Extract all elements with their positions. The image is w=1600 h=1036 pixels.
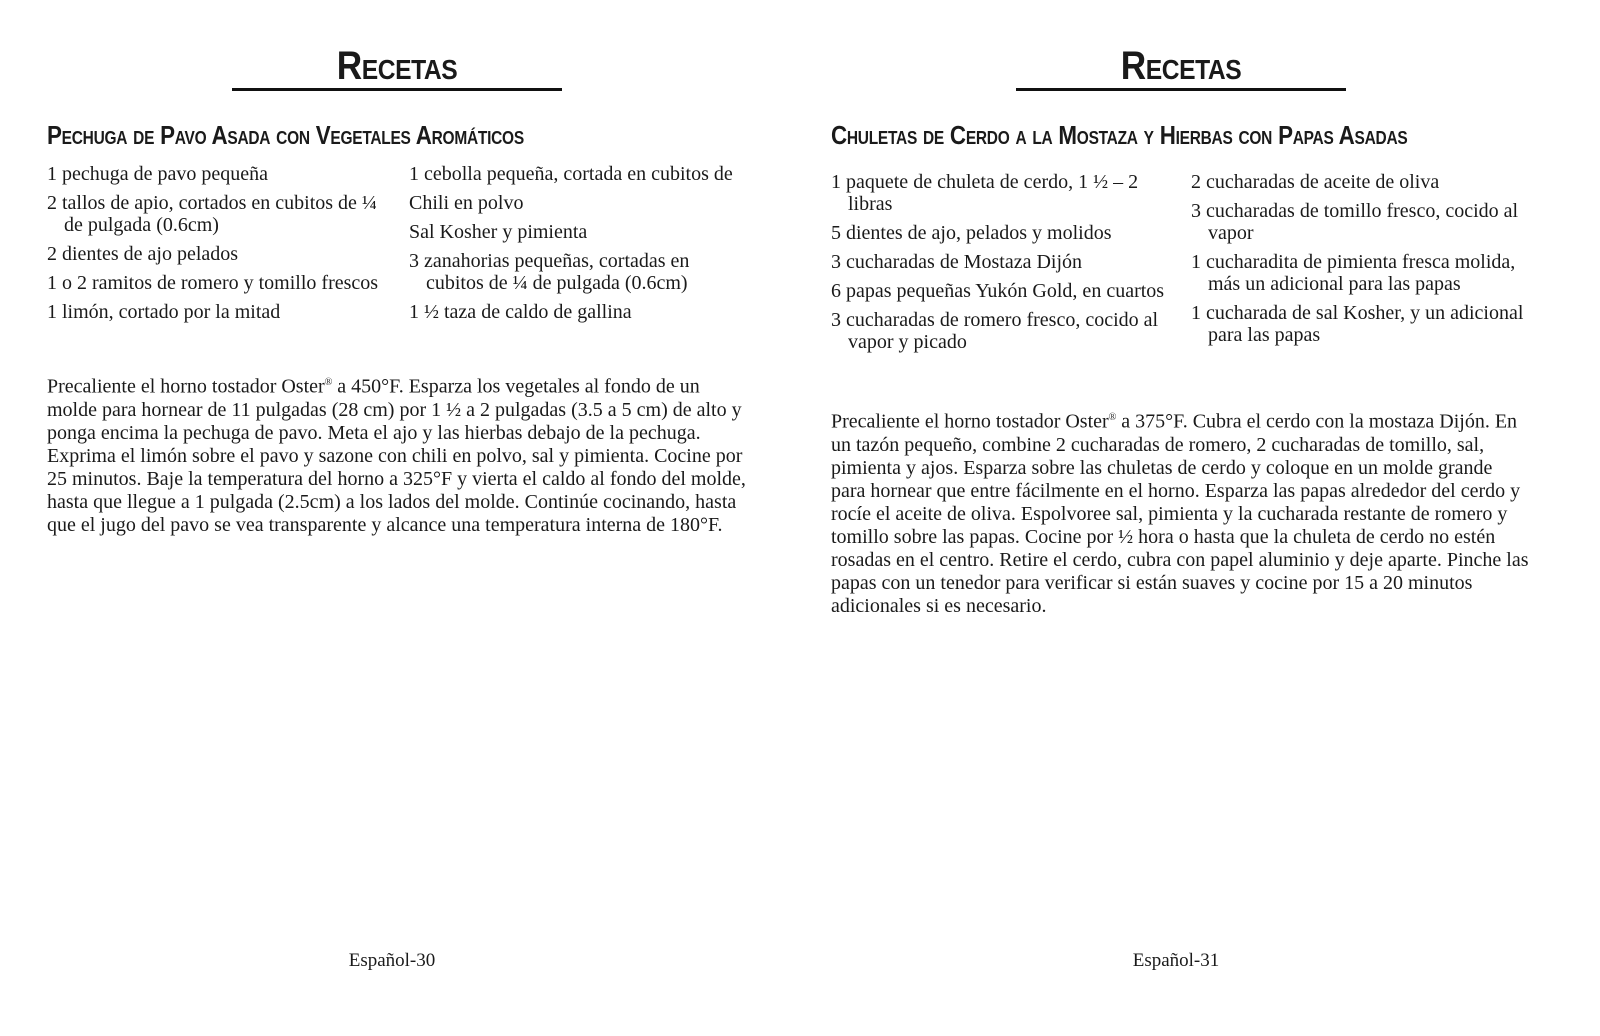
heading-underline (1016, 88, 1346, 91)
ingredients-column-2 (1191, 171, 1531, 353)
ingredient-item: 2 dientes de ajo pelados (47, 243, 239, 265)
ingredient-item: 5 dientes de ajo, pelados y molidos (831, 222, 1112, 244)
method-text-start: Precaliente el horno tostador Oster (831, 410, 1109, 433)
ingredient-item: 1 ½ taza de caldo de gallina (409, 301, 632, 323)
ingredient-item: 3 cucharadas de romero fresco, cocido al vapor y picado (831, 309, 1159, 353)
heading-underline (232, 88, 562, 91)
ingredients-column-1 (47, 163, 387, 330)
recipe-title: Chuletas de Cerdo a la Mostaza y Hierbas con Papas Asadas (831, 120, 1408, 150)
heading-text: Recetas (1120, 44, 1242, 88)
ingredient-item: 1 limón, cortado por la mitad (47, 301, 281, 323)
recipe-title: Pechuga de Pavo Asada con Vegetales Aromáticos (47, 120, 524, 150)
ingredient-item: 2 tallos de apio, cortados en cubitos de ¼ de pulgada (0.6cm) (47, 192, 377, 236)
method-text-start: Precaliente el horno tostador Oster (47, 375, 325, 398)
right-page (800, 0, 1600, 1036)
registered-mark: ® (1108, 412, 1117, 423)
ingredient-item: 1 cucharadita de pimienta fresca molida, más un adicional para las papas (1191, 251, 1516, 295)
ingredient-item: 6 papas pequeñas Yukón Gold, en cuartos (831, 280, 1165, 302)
ingredient-item: Sal Kosher y pimienta (409, 221, 588, 243)
method-text-rest: a 375°F. Cubra el cerdo con la mostaza Dijón. En un tazón pequeño, combine 2 cucharadas de romero, 2 cucharadas de tomillo, sal, pimienta y ajos. Esparza sobre las chuletas de cerdo y coloque en un molde grande para hornear que entre fácilmente en el horno. Esparza las papas alrededor del cerdo y rocíe el aceite de oliva. Espolvoree sal, pimienta y la cucharada restante de romero y tomillo sobre las papas. Cocine por ½ hora o hasta que la chuleta de cerdo no estén rosadas en el centro. Retire el cerdo, cubra con papel aluminio y deje aparte. Pinche las papas con un tenedor para verificar si están suaves y cocine por 15 a 20 minutos adicionales si es necesario. (831, 410, 1529, 617)
ingredient-item: Chili en polvo (409, 192, 524, 214)
ingredient-item: 1 paquete de chuleta de cerdo, 1 ½ – 2 libras (831, 171, 1139, 215)
page-number: Español-31 (1132, 950, 1220, 971)
registered-mark: ® (324, 377, 333, 388)
heading-text: Recetas (336, 44, 458, 88)
ingredient-item: 2 cucharadas de aceite de oliva (1191, 171, 1440, 193)
section-heading (1016, 44, 1346, 91)
ingredient-item: 1 cucharada de sal Kosher, y un adicional para las papas (1191, 302, 1524, 346)
ingredient-item: 1 pechuga de pavo pequeña (47, 163, 269, 185)
page-number: Español-30 (348, 950, 436, 971)
recipe-method (831, 406, 1531, 618)
ingredient-item: 3 cucharadas de Mostaza Dijón (831, 251, 1083, 273)
ingredient-item: 1 cebolla pequeña, cortada en cubitos de (409, 163, 733, 185)
method-text-rest: a 450°F. Esparza los vegetales al fondo de un molde para hornear de 11 pulgadas (28 cm) por 1 ½ a 2 pulgadas (3.5 a 5 cm) de alto y ponga encima la pechuga de pavo. Meta el ajo y las hierbas debajo de la pechuga. Exprima el limón sobre el pavo y sazone con chili en polvo, sal y pimienta. Cocine por 25 minutos. Baje la temperatura del horno a 325°F y vierta el caldo al fondo del molde, hasta que llegue a 1 pulgada (2.5cm) a los lados del molde. Continúe cocinando, hasta que el jugo del pavo se vea transparente y alcance una temperatura interna de 180°F. (47, 375, 746, 536)
recipe-method (47, 371, 747, 537)
section-heading (232, 44, 562, 91)
ingredient-item: 3 zanahorias pequeñas, cortadas en cubitos de ¼ de pulgada (0.6cm) (409, 250, 690, 294)
ingredients-column-1 (831, 171, 1171, 360)
ingredients-column-2 (409, 163, 749, 330)
ingredient-item: 1 o 2 ramitos de romero y tomillo frescos (47, 272, 379, 294)
ingredient-item: 3 cucharadas de tomillo fresco, cocido al vapor (1191, 200, 1519, 244)
